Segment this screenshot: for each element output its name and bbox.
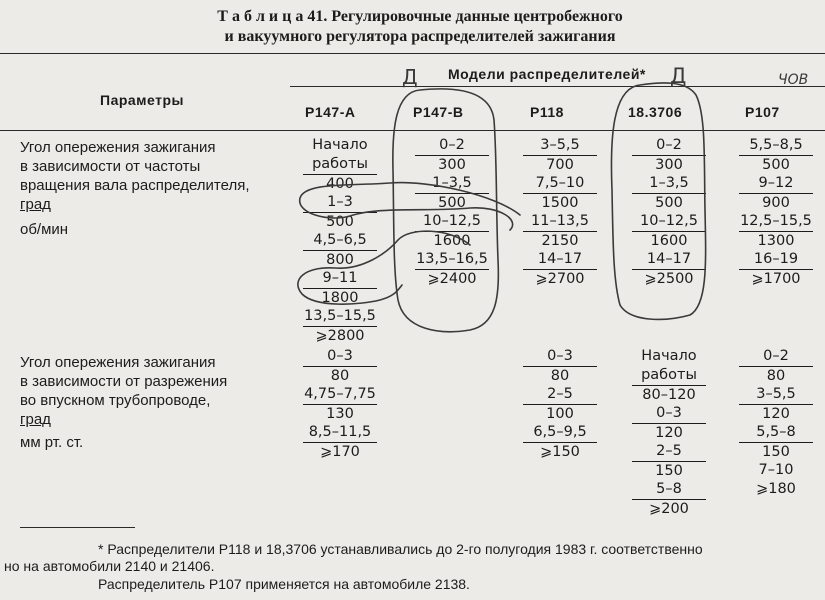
title-line-1: Т а б л и ц а 41. Регулировочные данные центробежного: [217, 8, 623, 25]
fraction-denominator: 700: [546, 157, 574, 173]
fraction-denominator: 500: [326, 214, 354, 230]
footnote-line-3: Распределитель Р107 применяется на автомобиле 2138.: [98, 576, 470, 592]
fraction-numerator: 5–8: [656, 481, 682, 497]
fraction-numerator: 0–2: [656, 137, 682, 153]
fraction-numerator: 14–17: [537, 251, 583, 267]
fraction-numerator: 1–3,5: [432, 175, 472, 191]
fraction-numerator: 9–12: [758, 175, 794, 191]
fraction-denominator: ⩾2500: [644, 271, 694, 287]
fraction-numerator: 2–5: [656, 443, 682, 459]
fraction-denominator: 80: [330, 368, 350, 384]
fraction-denominator: 500: [438, 195, 466, 211]
fraction-numerator: 0–2: [439, 137, 465, 153]
fraction-denominator: 100: [546, 406, 574, 422]
fraction-denominator: 150: [655, 463, 683, 479]
fraction-numerator: 0–3: [327, 348, 353, 364]
fraction-denominator: 120: [655, 425, 683, 441]
fraction-denominator: 80: [550, 368, 570, 384]
fraction-denominator: ⩾2800: [315, 328, 365, 344]
fraction-numerator: 4,5–6,5: [313, 232, 367, 248]
section2-label-line-0: Угол опережения зажигания: [20, 354, 216, 371]
section1-label-line-0: Угол опережения зажигания: [20, 139, 216, 156]
section2-label-line-3: град: [20, 411, 51, 428]
fraction-numerator: 13,5–16,5: [416, 251, 488, 267]
model-header-4: Р107: [745, 104, 780, 120]
section2-label-line-2: во впускном трубопроводе,: [20, 392, 211, 409]
pen-loop-1: [300, 183, 520, 230]
model-header-2: Р118: [530, 104, 564, 120]
fraction-numerator: 10–12,5: [423, 213, 481, 229]
value-text: Начало: [641, 348, 697, 364]
fraction-denominator: 500: [762, 157, 790, 173]
fraction-numerator: работы: [641, 367, 697, 383]
footnote-line-1: * Распределители Р118 и 18,3706 устанавливались до 2-го полугодия 1983 г. соответственно: [98, 541, 703, 557]
fraction-denominator: 1600: [433, 233, 471, 249]
fraction-denominator: ⩾200: [649, 501, 689, 517]
fraction-denominator: ⩾2400: [427, 271, 477, 287]
fraction-numerator: 11–13,5: [531, 213, 589, 229]
fraction-denominator: 1800: [321, 290, 359, 306]
pen-mark-b: Д: [402, 65, 418, 89]
params-header: Параметры: [100, 92, 185, 108]
fraction-numerator: 0–3: [656, 405, 682, 421]
fraction-denominator: 300: [655, 157, 683, 173]
pen-oval-183706: [611, 83, 705, 320]
section1-label-line-4: об/мин: [20, 221, 69, 238]
fraction-numerator: 13,5–15,5: [304, 308, 376, 324]
fraction-numerator: 1–3,5: [649, 175, 689, 191]
fraction-numerator: 16–19: [753, 251, 799, 267]
fraction-numerator: 9–11: [322, 270, 358, 286]
fraction-numerator: 3–5,5: [756, 386, 796, 402]
fraction-numerator: 4,75–7,75: [304, 386, 376, 402]
model-header-1: Р147-В: [413, 104, 464, 120]
value-text: ⩾180: [756, 481, 796, 497]
section1-label-line-1: в зависимости от частоты: [20, 158, 201, 175]
fraction-denominator: 500: [655, 195, 683, 211]
fraction-denominator: 150: [762, 444, 790, 460]
fraction-denominator: 130: [326, 406, 354, 422]
footnote-rule: [20, 527, 135, 528]
fraction-numerator: 0–3: [547, 348, 573, 364]
fraction-numerator: 10–12,5: [640, 213, 698, 229]
fraction-denominator: 120: [762, 406, 790, 422]
fraction-denominator: ⩾170: [320, 444, 360, 460]
section1-label-line-3: град: [20, 196, 51, 213]
fraction-denominator: ⩾1700: [751, 271, 801, 287]
fraction-numerator: 7,5–10: [535, 175, 585, 191]
pen-mark-right: ЧОВ: [778, 72, 809, 88]
pen-loop-2: [298, 231, 470, 304]
section1-label-line-2: вращения вала распределителя,: [20, 177, 250, 194]
fraction-numerator: 12,5–15,5: [740, 213, 812, 229]
fraction-numerator: 3–5,5: [540, 137, 580, 153]
value-text: Начало: [312, 137, 368, 153]
fraction-numerator: работы: [312, 156, 368, 172]
title-line-2: и вакуумного регулятора распределителей зажигания: [224, 28, 616, 45]
footnote-line-2: но на автомобили 2140 и 21406.: [4, 558, 215, 574]
fraction-denominator: 800: [326, 252, 354, 268]
models-header: Модели распределителей*: [448, 66, 646, 82]
fraction-denominator: 300: [438, 157, 466, 173]
fraction-denominator: 80: [766, 368, 786, 384]
fraction-denominator: 1500: [541, 195, 579, 211]
fraction-denominator: 900: [762, 195, 790, 211]
section2-label-line-1: в зависимости от разрежения: [20, 373, 228, 390]
fraction-numerator: 2–5: [547, 386, 573, 402]
model-header-3: 18.3706: [628, 104, 683, 120]
pen-mark-d: Д: [670, 64, 687, 88]
fraction-denominator: ⩾150: [540, 444, 580, 460]
fraction-numerator: 6,5–9,5: [533, 424, 587, 440]
fraction-numerator: 8,5–11,5: [308, 424, 372, 440]
value-text: 7–10: [758, 462, 794, 478]
fraction-numerator: 14–17: [646, 251, 692, 267]
fraction-denominator: 1300: [757, 233, 795, 249]
fraction-denominator: 2150: [541, 233, 579, 249]
fraction-numerator: 1–3: [327, 194, 353, 210]
section2-label-line-4: мм рт. ст.: [20, 434, 84, 451]
fraction-numerator: 5,5–8: [756, 424, 796, 440]
model-header-0: Р147-А: [305, 104, 356, 120]
fraction-numerator: 0–2: [763, 348, 789, 364]
fraction-denominator: 1600: [650, 233, 688, 249]
fraction-denominator: 80–120: [642, 387, 696, 403]
fraction-denominator: 400: [326, 176, 354, 192]
fraction-denominator: ⩾2700: [535, 271, 585, 287]
fraction-numerator: 5,5–8,5: [749, 137, 803, 153]
